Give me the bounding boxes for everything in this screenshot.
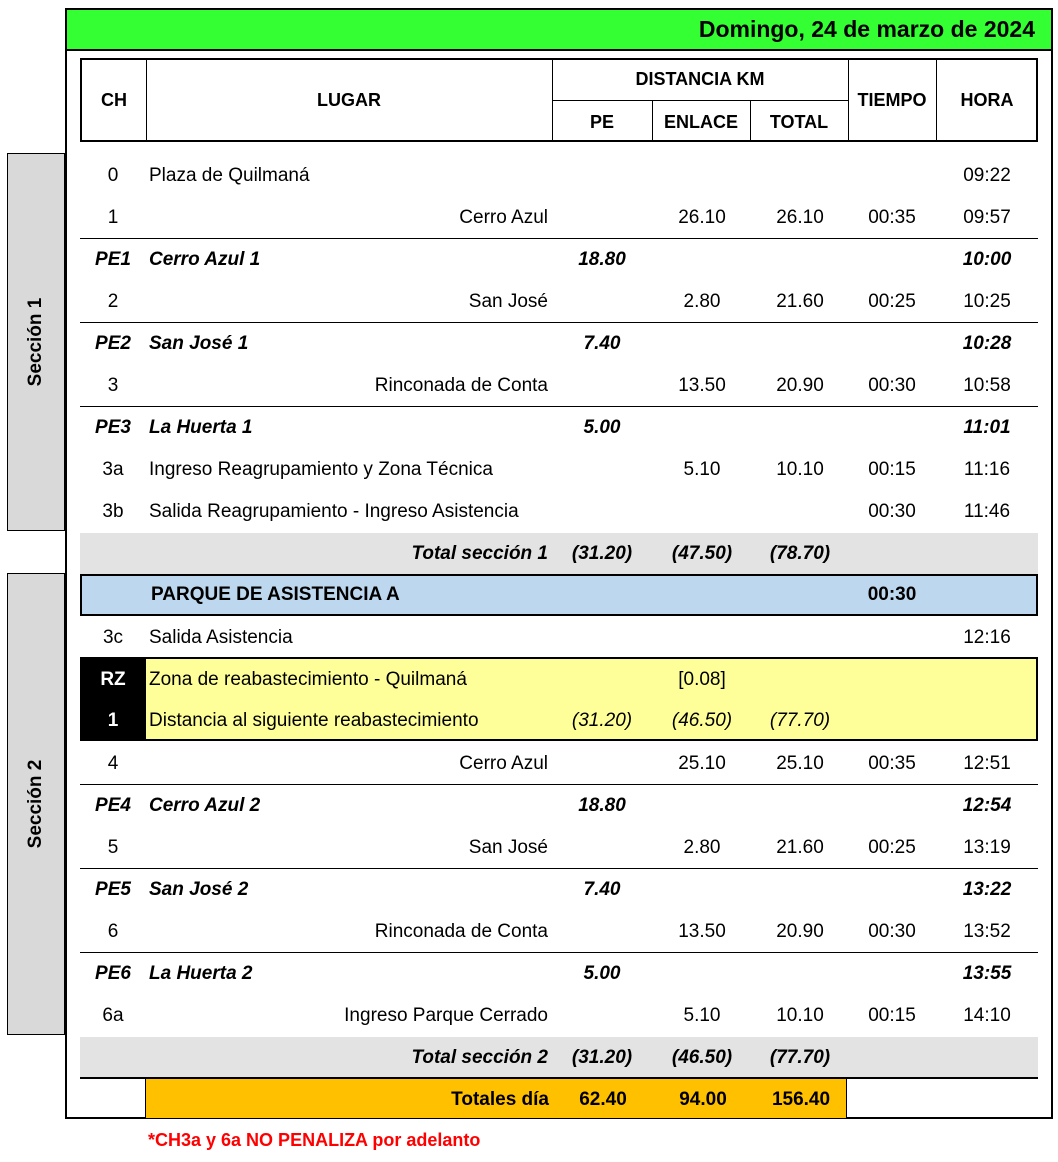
cell-tiempo: 00:15	[868, 459, 916, 480]
footnote: *CH3a y 6a NO PENALIZA por adelanto	[148, 1130, 481, 1150]
cell-hora: 13:52	[963, 921, 1011, 942]
cell-hora: 12:54	[962, 795, 1012, 816]
header-tiempo: TIEMPO	[857, 90, 927, 110]
cell-pe: 18.80	[578, 249, 626, 270]
cell-hora: 10:58	[963, 375, 1011, 396]
cell-total-label: Total sección 2	[411, 1047, 548, 1068]
cell-enlace: 5.10	[683, 459, 721, 480]
table-row	[80, 281, 1038, 323]
header-enlace: ENLACE	[663, 112, 738, 132]
cell-enlace: 25.10	[678, 753, 726, 774]
header-lugar: LUGAR	[317, 90, 381, 110]
cell-lugar: Ingreso Parque Cerrado	[344, 1005, 548, 1026]
cell-ch: 1	[107, 710, 119, 731]
table-row	[80, 617, 1038, 659]
cell-hora: 13:19	[963, 837, 1011, 858]
section-1-total-row	[80, 533, 1038, 575]
cell-lugar: San José	[468, 837, 548, 858]
header-hora: HORA	[960, 90, 1014, 110]
cell-enlace: 26.10	[678, 207, 726, 228]
cell-pe: (31.20)	[571, 710, 633, 731]
grand-total-total: 156.40	[771, 1089, 831, 1110]
table-header	[80, 58, 1038, 142]
cell-lugar: San José 1	[149, 333, 249, 354]
table-row-stage	[80, 322, 1038, 364]
cell-lugar: San José 2	[149, 879, 249, 900]
cell-hora: 10:25	[963, 291, 1011, 312]
cell-lugar: Zona de reabastecimiento - Quilmaná	[149, 669, 467, 690]
table-row	[80, 743, 1038, 785]
grand-total-label: Totales día	[451, 1089, 549, 1110]
grand-total-pe: 62.40	[579, 1089, 627, 1110]
table-row-stage	[80, 952, 1038, 994]
cell-lugar: Rinconada de Conta	[374, 921, 548, 942]
section-1-text: Sección 1	[25, 297, 46, 387]
cell-lugar: Cerro Azul	[459, 207, 548, 228]
cell-lugar: Cerro Azul 1	[149, 249, 261, 270]
cell-tiempo: 00:25	[868, 291, 916, 312]
table-row	[80, 197, 1038, 239]
refuel-row	[80, 659, 1038, 701]
cell-total-label: Total sección 1	[411, 543, 548, 564]
cell-enlace: (47.50)	[671, 543, 733, 564]
cell-hora: 12:51	[963, 753, 1011, 774]
cell-ch: 6	[107, 921, 119, 942]
cell-pe: (31.20)	[571, 1047, 633, 1068]
cell-lugar: Ingreso Reagrupamiento y Zona Técnica	[149, 459, 493, 480]
grand-total-enlace: 94.00	[679, 1089, 727, 1110]
table-row	[80, 365, 1038, 407]
cell-enlace: 13.50	[678, 921, 726, 942]
cell-tiempo: 00:30	[868, 501, 916, 522]
cell-pe: 5.00	[583, 963, 621, 984]
cell-ch: 6a	[102, 1005, 124, 1026]
cell-ch: PE4	[95, 795, 131, 816]
cell-hora: 12:16	[963, 627, 1011, 648]
cell-enlace: 5.10	[683, 1005, 721, 1026]
cell-ch: RZ	[100, 669, 126, 690]
table-row	[80, 995, 1038, 1037]
cell-lugar: Cerro Azul 2	[149, 795, 261, 816]
section-2-label	[7, 573, 65, 1035]
cell-ch: 0	[107, 165, 119, 186]
cell-ch: PE3	[95, 417, 131, 438]
cell-pe: (31.20)	[571, 543, 633, 564]
cell-hora: 14:10	[963, 1005, 1011, 1026]
table-row-stage	[80, 406, 1038, 448]
cell-hora: 09:57	[963, 207, 1011, 228]
table-row-stage	[80, 868, 1038, 910]
table-row	[80, 155, 1038, 197]
cell-hora: 13:55	[962, 963, 1012, 984]
cell-total: 21.60	[776, 291, 824, 312]
cell-hora: 11:01	[963, 417, 1011, 438]
cell-lugar: PARQUE DE ASISTENCIA A	[151, 584, 400, 605]
cell-enlace: [0.08]	[678, 669, 726, 690]
cell-total: 21.60	[776, 837, 824, 858]
cell-tiempo: 00:35	[868, 207, 916, 228]
cell-lugar: Plaza de Quilmaná	[149, 165, 310, 186]
header-ch: CH	[101, 90, 127, 110]
cell-ch: PE6	[95, 963, 131, 984]
cell-lugar: La Huerta 1	[149, 417, 253, 438]
cell-ch: 3a	[102, 459, 124, 480]
table-row	[80, 827, 1038, 869]
cell-total: 10.10	[776, 1005, 824, 1026]
cell-pe: 18.80	[578, 795, 626, 816]
cell-tiempo: 00:30	[868, 375, 916, 396]
cell-hora: 10:00	[962, 249, 1012, 270]
header-pe: PE	[589, 112, 614, 132]
date-title: Domingo, 24 de marzo de 2024	[698, 16, 1035, 42]
cell-total: 26.10	[776, 207, 824, 228]
cell-total: 20.90	[776, 375, 824, 396]
cell-total: (77.70)	[769, 710, 831, 731]
cell-ch: PE2	[95, 333, 131, 354]
cell-enlace: 13.50	[678, 375, 726, 396]
cell-tiempo: 00:30	[867, 584, 917, 605]
table-row-stage	[80, 238, 1038, 280]
service-park-row	[80, 574, 1038, 616]
cell-enlace: 2.80	[683, 291, 721, 312]
section-2-text: Sección 2	[25, 759, 46, 849]
cell-pe: 7.40	[583, 879, 621, 900]
cell-ch: 3c	[102, 627, 124, 648]
cell-total: (77.70)	[769, 1047, 831, 1068]
cell-tiempo: 00:30	[868, 921, 916, 942]
cell-total: 10.10	[776, 459, 824, 480]
table-row-stage	[80, 784, 1038, 826]
table-row	[80, 911, 1038, 953]
cell-lugar: Salida Reagrupamiento - Ingreso Asistencia	[149, 501, 519, 522]
cell-lugar: Salida Asistencia	[149, 627, 293, 648]
cell-lugar: La Huerta 2	[149, 963, 253, 984]
table-row	[80, 449, 1038, 491]
cell-total: 25.10	[776, 753, 824, 774]
cell-ch: 3b	[102, 501, 124, 522]
cell-tiempo: 00:35	[868, 753, 916, 774]
cell-ch: 2	[107, 291, 119, 312]
cell-enlace: 2.80	[683, 837, 721, 858]
cell-lugar: Rinconada de Conta	[374, 375, 548, 396]
cell-total: (78.70)	[769, 543, 831, 564]
cell-pe: 7.40	[583, 333, 621, 354]
grand-total-row	[145, 1078, 847, 1119]
section-1-label	[7, 153, 65, 531]
cell-ch: PE1	[95, 249, 131, 270]
header-distancia: DISTANCIA KM	[635, 69, 765, 89]
cell-ch: 5	[107, 837, 119, 858]
table-row	[80, 491, 1038, 533]
cell-hora: 10:28	[962, 333, 1012, 354]
cell-ch: 3	[107, 375, 119, 396]
cell-pe: 5.00	[583, 417, 621, 438]
cell-tiempo: 00:15	[868, 1005, 916, 1026]
cell-lugar: Cerro Azul	[459, 753, 548, 774]
cell-tiempo: 00:25	[868, 837, 916, 858]
cell-hora: 13:22	[962, 879, 1012, 900]
cell-lugar: San José	[468, 291, 548, 312]
cell-hora: 09:22	[963, 165, 1011, 186]
cell-ch: 1	[107, 207, 119, 228]
cell-enlace: (46.50)	[671, 1047, 733, 1068]
cell-ch: 4	[107, 753, 119, 774]
refuel-row	[80, 700, 1038, 742]
header-total: TOTAL	[769, 112, 829, 132]
date-banner	[67, 10, 1051, 51]
cell-hora: 11:16	[963, 459, 1011, 480]
section-2-total-row	[80, 1037, 1038, 1079]
cell-hora: 11:46	[963, 501, 1011, 522]
cell-enlace: (46.50)	[671, 710, 733, 731]
cell-total: 20.90	[776, 921, 824, 942]
cell-lugar: Distancia al siguiente reabastecimiento	[149, 710, 479, 731]
cell-ch: PE5	[95, 879, 131, 900]
